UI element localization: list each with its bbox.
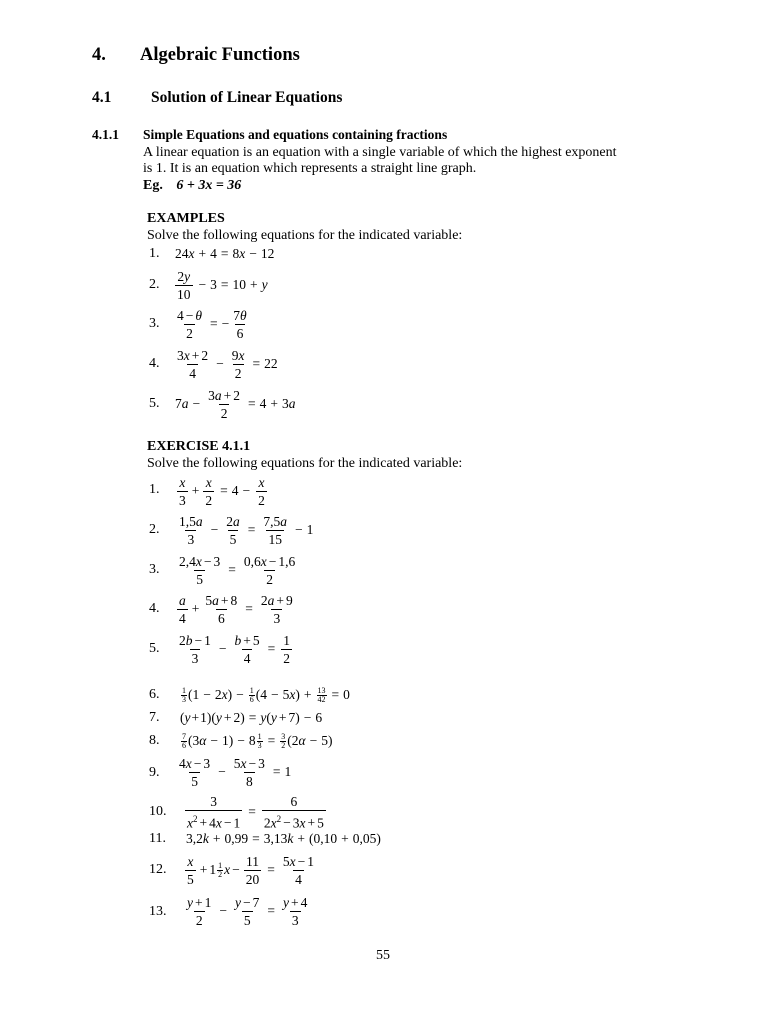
intro-line-1: A linear equation is an equation with a single variable of which the highest exponent [143, 145, 617, 160]
exercise-equation: ( y + 1)( y + 2) = y ( y + 7) − 6 [180, 710, 323, 725]
exercise-equation: $\frac{4x - 3}{5}$ − $\frac{5x - 3}{8}$ = 1 [179, 755, 292, 789]
eg-equation: 6 + 3x = 36 [176, 178, 242, 193]
exercise-equation: 7 6 (3 α − 1) − 8 $\frac{1}{3}$ = $\frac{3}{2}$ (2 α − 5) [182, 731, 333, 750]
exercise-equation: $\frac{y + 1}{2}$ − $\frac{y - 7}{5}$ = $\frac{y + 4}{3}$ [187, 894, 308, 928]
example-equation: 24 x + 4 = 8 x − 12 [175, 246, 275, 261]
section-title: Solution of Linear Equations [151, 89, 343, 106]
example-equation: $\frac{2y}{10}$ − 3 = 10 + y [177, 268, 268, 302]
exercise-equation: $\frac{1,5a}{3}$ − $\frac{2a}{5}$ = $\frac{7,5a}{15}$ − 1 [179, 513, 314, 547]
exercise-number: 2. [149, 522, 160, 537]
exercise-equation: $\frac{a}{4}$ + $\frac{5a + 8}{6}$ = $\frac{2a + 9}{3}$ [179, 592, 293, 626]
chapter-title: Algebraic Functions [140, 45, 300, 65]
exercise-number: 5. [149, 641, 160, 656]
example-number: 1. [149, 246, 160, 261]
exercise-number: 12. [149, 862, 167, 877]
example-number: 5. [149, 396, 160, 411]
exercise-number: 1. [149, 482, 160, 497]
exercise-equation: $\frac{x}{5}$ + 1 $\frac{1}{2}$ x − $\frac{11}{20}$ = $\frac{5x - 1}{4}$ [187, 853, 314, 887]
example-number: 3. [149, 316, 160, 331]
exercise-equation: $\frac{2,4x - 3}{5}$ = $\frac{0,6x - 1,6}{2}$ [179, 553, 296, 587]
exercise-number: 3. [149, 562, 160, 577]
eg-label: Eg. [143, 178, 163, 193]
example-equation: $\frac{3x + 2}{4}$ − $\frac{9x}{2}$ = 22 [177, 347, 278, 381]
example-equation: $\frac{4 - \theta}{2}$ = − $\frac{7\theta}{6}$ [177, 307, 247, 341]
exercise-equation: 3,2 k + 0,99 = 3,13 k + (0,10 + 0,05) [186, 831, 381, 846]
example-eg [143, 178, 241, 194]
exercise-number: 4. [149, 601, 160, 616]
exercise-equation: $\frac{x}{3}$ + $\frac{x}{2}$ = 4 − $\frac{x}{2}$ [179, 474, 265, 508]
exercise-number: 7. [149, 710, 160, 725]
example-number: 2. [149, 277, 160, 292]
exercise-instruction: Solve the following equations for the indicated variable: [147, 456, 463, 471]
exercise-equation: $\frac{3}{x^2 + 4x - 1}$ = $\frac{6}{2x^2 - 3x + 5}$ [187, 793, 324, 831]
section-number: 4.1 [92, 89, 112, 106]
page-number: 55 [376, 948, 390, 963]
exercise-number: 9. [149, 765, 160, 780]
exercise-number: 8. [149, 733, 160, 748]
examples-instruction: Solve the following equations for the indicated variable: [147, 228, 463, 243]
examples-heading: EXAMPLES [147, 211, 225, 226]
exercise-number: 13. [149, 904, 167, 919]
exercise-equation: $\frac{2b - 1}{3}$ − $\frac{b + 5}{4}$ = $\frac{1}{2}$ [179, 632, 290, 666]
exercise-number: 10. [149, 804, 167, 819]
exercise-number: 11. [149, 831, 166, 846]
exercise-heading: EXERCISE 4.1.1 [147, 439, 251, 454]
intro-line-2: is 1. It is an equation which represents a straight line graph. [143, 161, 477, 176]
subsection-title: Simple Equations and equations containing fractions [143, 127, 448, 142]
exercise-number: 6. [149, 687, 160, 702]
example-number: 4. [149, 356, 160, 371]
subsection-number: 4.1.1 [92, 127, 119, 142]
example-equation: 7 a − $\frac{3a + 2}{2}$ = 4 + 3 a [175, 387, 296, 421]
chapter-number: 4. [92, 45, 106, 65]
exercise-equation: 1 3 (1 − 2 x ) − $\frac{1}{6}$ (4 − 5 x ) + $\frac{13}{42}$ = 0 [182, 685, 350, 704]
